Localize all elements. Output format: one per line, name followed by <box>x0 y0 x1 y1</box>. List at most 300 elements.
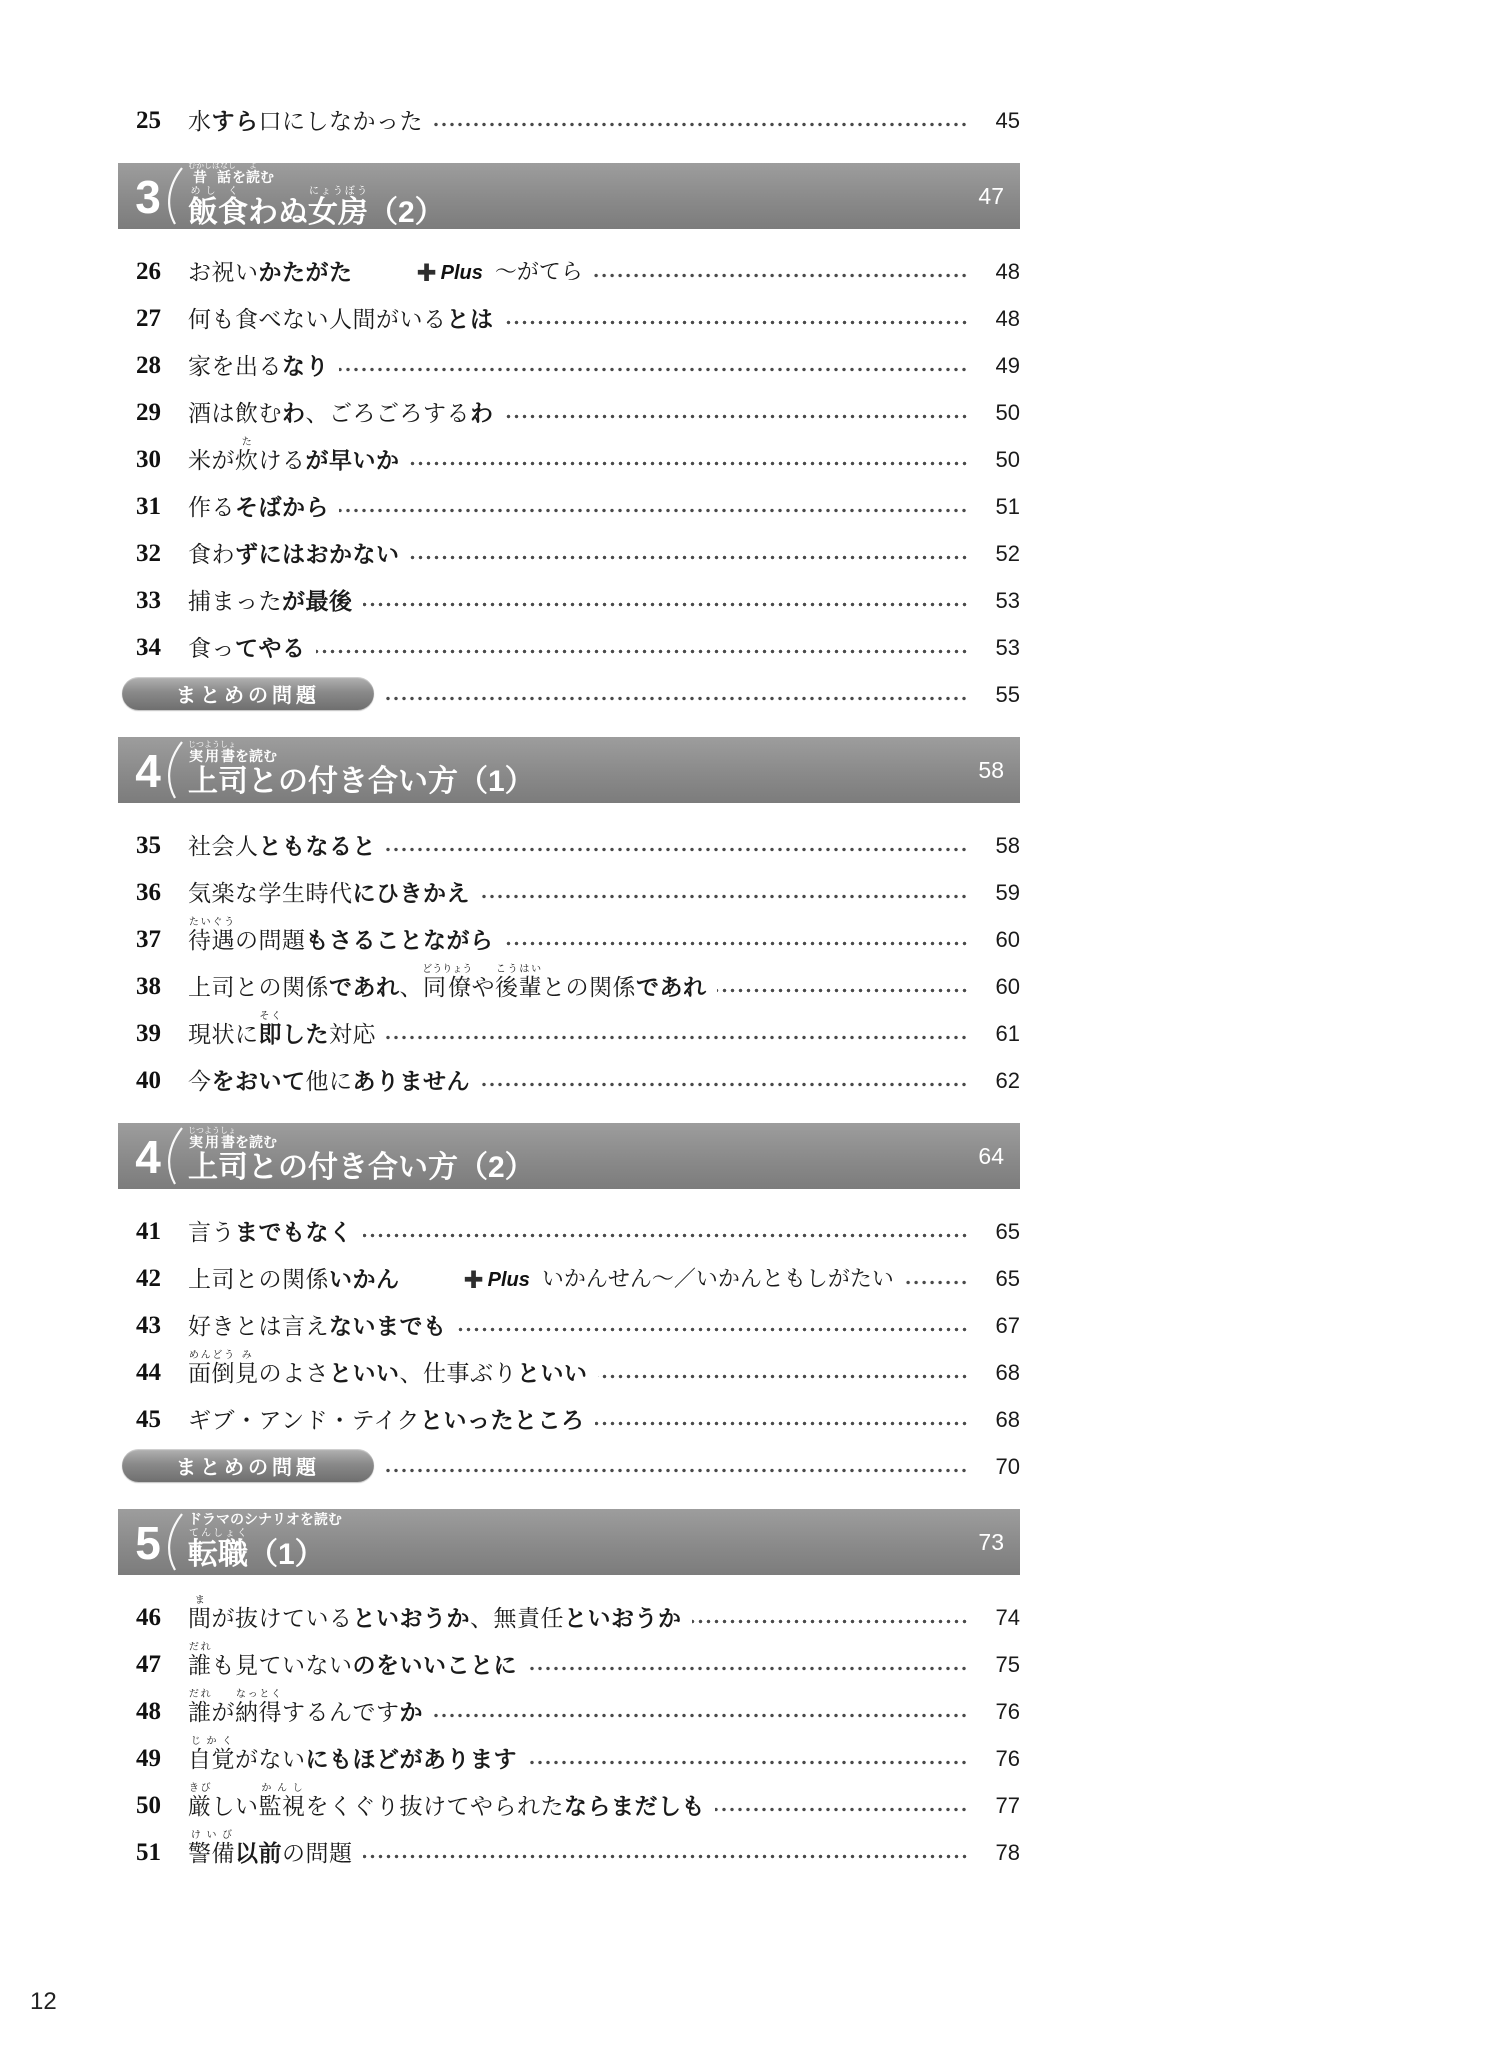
text-segment: といったところ <box>420 1407 585 1434</box>
item-text <box>188 1642 517 1680</box>
text-segment: いかん <box>329 1266 400 1293</box>
ruby-text-segment: 警備けいび <box>188 1830 235 1867</box>
page-number: 78 <box>995 1840 1020 1866</box>
page-number: 53 <box>995 635 1020 661</box>
furigana: じつようしょ <box>188 740 236 750</box>
item-text <box>188 1830 353 1868</box>
text-segment: わ <box>282 400 306 427</box>
text-segment: するんです <box>282 1699 400 1726</box>
plus-label: Plus <box>440 262 483 284</box>
text-segment: 以前 <box>235 1840 282 1867</box>
text-segment: 、ごろごろする <box>305 400 470 427</box>
toc-item-row <box>118 290 1020 337</box>
furigana: てんしょく <box>188 1527 248 1539</box>
text-segment: までもなく <box>235 1219 353 1246</box>
item-number: 26 <box>136 257 161 285</box>
text-segment: 上司との付き合い方（1） <box>188 765 535 799</box>
toc-item-row <box>118 1344 1020 1391</box>
text-segment: 作る <box>188 494 235 521</box>
text-segment: を読む <box>235 748 277 765</box>
page-footer-number: 12 <box>30 1988 57 2015</box>
text-segment: 米が <box>188 447 235 474</box>
section-number: 5 <box>135 1517 161 1569</box>
summary-pill: まとめの問題 <box>122 677 374 710</box>
dotted-leader <box>457 1327 969 1332</box>
text-segment: といい <box>329 1360 400 1387</box>
section-number: 3 <box>135 171 161 223</box>
text-segment: であれ <box>329 974 400 1001</box>
ruby-text-segment: 面倒めんどう <box>188 1350 235 1387</box>
page-number: 65 <box>995 1266 1020 1292</box>
dotted-leader <box>480 894 968 899</box>
toc-item-row <box>118 431 1020 478</box>
ruby-text-segment: 実用書じつようしょ <box>188 740 236 765</box>
page-number: 70 <box>995 1454 1020 1480</box>
plus-label: Plus <box>487 1269 530 1291</box>
item-text <box>188 1312 447 1341</box>
furigana: けいび <box>188 1830 235 1842</box>
text-segment: の問題 <box>282 1840 353 1867</box>
text-segment: 気楽な学生時代 <box>188 880 353 907</box>
plus-icon: ✚ <box>416 259 437 287</box>
text-segment: ずにはおかない <box>235 541 400 568</box>
item-number: 31 <box>136 492 161 520</box>
text-segment: わぬ <box>248 196 308 230</box>
item-text <box>188 1067 470 1096</box>
section-number-area <box>118 1509 184 1575</box>
item-number: 37 <box>136 925 161 953</box>
page-number: 60 <box>995 927 1020 953</box>
ruby-text-segment: 実用書じつようしょ <box>188 1126 236 1151</box>
item-text <box>188 917 494 955</box>
page-number: 60 <box>995 974 1020 1000</box>
item-text <box>188 1689 423 1727</box>
text-segment: ともなると <box>258 833 376 860</box>
ruby-text-segment: 同僚どうりょう <box>422 964 473 1001</box>
page-number: 68 <box>995 1407 1020 1433</box>
dotted-leader <box>363 602 969 607</box>
furigana: た <box>235 437 259 449</box>
item-number: 46 <box>136 1603 161 1631</box>
toc-item-row <box>118 864 1020 911</box>
item-number: 27 <box>136 304 161 332</box>
page-number: 77 <box>995 1793 1020 1819</box>
text-segment: 上司との関係 <box>188 1266 329 1293</box>
text-segment: 今 <box>188 1068 212 1095</box>
item-number: 28 <box>136 351 161 379</box>
page-number: 50 <box>995 447 1020 473</box>
dotted-leader <box>410 461 969 466</box>
item-number: 32 <box>136 539 161 567</box>
section-swoosh-icon <box>158 1126 188 1186</box>
item-text <box>188 437 400 475</box>
ruby-text-segment: 女房にょうぼう <box>308 186 368 230</box>
page-number: 48 <box>995 259 1020 285</box>
furigana: だれ <box>188 1642 212 1654</box>
ruby-text-segment: 見み <box>235 1350 259 1387</box>
page-number: 59 <box>995 880 1020 906</box>
page-number: 65 <box>995 1219 1020 1245</box>
furigana: そく <box>258 1011 282 1023</box>
toc-item-row <box>118 911 1020 958</box>
text-segment: 家を出る <box>188 353 282 380</box>
ruby-text-segment: 納得なっとく <box>235 1689 282 1726</box>
furigana: めんどう <box>188 1350 235 1362</box>
section-swoosh-icon <box>158 740 188 800</box>
furigana: じつようしょ <box>188 1126 236 1136</box>
furigana: だれ <box>188 1689 212 1701</box>
page-number: 62 <box>995 1068 1020 1094</box>
ruby-text-segment: 後輩こうはい <box>495 964 542 1001</box>
item-text <box>188 1265 400 1294</box>
text-segment: のをいいことに <box>352 1652 517 1679</box>
text-segment: ないまでも <box>329 1313 447 1340</box>
furigana: めし <box>188 186 218 198</box>
ruby-text-segment: 転職てんしょく <box>188 1527 248 1571</box>
section-banner <box>118 163 1020 229</box>
text-segment: といおうか <box>564 1605 682 1632</box>
dotted-leader <box>504 320 969 325</box>
text-segment: のよさ <box>258 1360 329 1387</box>
text-segment: かたがた <box>258 259 353 286</box>
ruby-text-segment: 昔話むかしばなし <box>188 161 236 186</box>
text-segment: の問題 <box>235 927 306 954</box>
toc-item-row <box>118 619 1020 666</box>
text-segment: 対応 <box>329 1021 376 1048</box>
item-number: 50 <box>136 1791 161 1819</box>
dotted-leader <box>339 367 968 372</box>
text-segment: 上司との関係 <box>188 974 329 1001</box>
summary-row <box>118 666 1020 713</box>
page-number: 49 <box>995 353 1020 379</box>
section-title <box>188 765 978 800</box>
text-segment: わ <box>470 400 494 427</box>
page-number: 76 <box>995 1746 1020 1772</box>
text-segment: ギブ・アンド・テイク <box>188 1407 421 1434</box>
section-label <box>188 1512 978 1527</box>
text-segment: を <box>232 169 246 186</box>
toc-item-row <box>118 384 1020 431</box>
furigana: よ <box>246 161 260 171</box>
ruby-text-segment: 炊た <box>235 437 259 474</box>
item-text <box>188 1218 353 1247</box>
item-text <box>188 107 423 136</box>
text-segment: が早いか <box>305 447 400 474</box>
item-number: 45 <box>136 1405 161 1433</box>
toc-item-row <box>118 1636 1020 1683</box>
text-segment: 水 <box>188 108 212 135</box>
item-number: 49 <box>136 1744 161 1772</box>
furigana: むかしばなし <box>188 161 236 171</box>
text-segment: しい <box>211 1793 259 1820</box>
ruby-text-segment: 食く <box>218 186 248 230</box>
section-number: 4 <box>135 1131 161 1183</box>
text-segment: ける <box>258 447 306 474</box>
item-number: 44 <box>136 1358 161 1386</box>
section-label <box>188 740 978 764</box>
item-number: 36 <box>136 878 161 906</box>
toc-item-row <box>118 243 1020 290</box>
dotted-leader <box>904 1280 968 1285</box>
text-segment: 食っ <box>188 635 235 662</box>
text-segment: が抜けている <box>211 1605 353 1632</box>
text-segment: も見ていない <box>211 1652 353 1679</box>
text-segment: をくぐり抜けてやられた <box>305 1793 564 1820</box>
text-segment: を読む <box>235 1134 277 1151</box>
text-segment: 捕まった <box>188 588 282 615</box>
text-segment: 酒は飲む <box>188 400 282 427</box>
toc-item-row <box>118 958 1020 1005</box>
text-segment: む <box>260 169 274 186</box>
item-text <box>188 258 353 287</box>
item-number: 51 <box>136 1838 161 1866</box>
section-heading <box>184 740 978 800</box>
ruby-text-segment: 自覚じかく <box>188 1736 235 1773</box>
section-heading <box>184 161 978 231</box>
furigana: かんし <box>258 1783 306 1795</box>
dotted-leader <box>692 1619 969 1624</box>
ruby-text-segment: 飯めし <box>188 186 218 230</box>
dotted-leader <box>595 1421 968 1426</box>
furigana: にょうぼう <box>308 186 368 198</box>
section-number-area <box>118 1123 184 1189</box>
ruby-text-segment: 読よ <box>246 161 260 186</box>
section-number: 4 <box>135 745 161 797</box>
item-text <box>188 352 329 381</box>
page-number: 52 <box>995 541 1020 567</box>
item-text <box>188 1783 705 1821</box>
toc-item-row <box>118 817 1020 864</box>
dotted-leader <box>363 1854 969 1859</box>
toc-item-row <box>118 1683 1020 1730</box>
ruby-text-segment: 即そく <box>258 1011 282 1048</box>
summary-row <box>118 1438 1020 1485</box>
text-segment: であれ <box>636 974 707 1001</box>
plus-grammar-text: 〜がてら <box>494 259 583 285</box>
section-page-number: 47 <box>978 182 1004 209</box>
dotted-leader <box>593 273 968 278</box>
ruby-text-segment: 誰だれ <box>188 1642 212 1679</box>
text-segment: そばから <box>235 494 329 521</box>
text-segment: てやる <box>235 635 306 662</box>
toc-item-row <box>118 337 1020 384</box>
toc-item-row <box>118 1824 1020 1871</box>
dotted-leader <box>480 1082 968 1087</box>
section-page-number: 73 <box>978 1528 1004 1555</box>
item-text <box>188 634 306 663</box>
toc-item-row <box>118 1391 1020 1438</box>
toc-item-row <box>118 92 1020 139</box>
page-number: 74 <box>995 1605 1020 1631</box>
page-number: 51 <box>995 494 1020 520</box>
section-banner <box>118 1123 1020 1189</box>
text-segment: 他に <box>305 1068 353 1095</box>
section-heading <box>184 1126 978 1186</box>
item-number: 35 <box>136 831 161 859</box>
item-number: 25 <box>136 106 161 134</box>
item-text <box>188 1736 517 1774</box>
dotted-leader <box>717 988 969 993</box>
text-segment: ならまだしも <box>564 1793 705 1820</box>
text-segment: ドラマのシナリオを読む <box>188 1511 342 1527</box>
text-segment: や <box>471 974 495 1001</box>
text-segment: お祝い <box>188 259 259 286</box>
item-number: 34 <box>136 633 161 661</box>
dotted-leader <box>384 696 968 701</box>
text-segment: 言う <box>188 1219 235 1246</box>
item-text <box>188 832 376 861</box>
ruby-text-segment: 厳きび <box>188 1783 212 1820</box>
item-text <box>188 1406 585 1435</box>
text-segment: が <box>211 1699 235 1726</box>
text-segment: 、 <box>399 974 423 1001</box>
dotted-leader <box>363 1233 969 1238</box>
text-segment: といい <box>517 1360 588 1387</box>
section-title <box>188 1528 978 1573</box>
text-segment: 口にしなかった <box>258 108 423 135</box>
text-segment: 社会人 <box>188 833 259 860</box>
page-number: 58 <box>995 833 1020 859</box>
item-text <box>188 1011 376 1049</box>
plus-grammar-note <box>464 1265 894 1294</box>
dotted-leader <box>384 1468 968 1473</box>
toc-item-row <box>118 1250 1020 1297</box>
item-text <box>188 540 400 569</box>
item-number: 47 <box>136 1650 161 1678</box>
section-title <box>188 186 978 231</box>
section-title <box>188 1151 978 1186</box>
dotted-leader <box>433 1713 968 1718</box>
item-text <box>188 305 494 334</box>
text-segment: 上司との付き合い方（2） <box>188 1151 535 1185</box>
page-number: 75 <box>995 1652 1020 1678</box>
item-number: 33 <box>136 586 161 614</box>
toc-item-row <box>118 1297 1020 1344</box>
section-heading <box>184 1512 978 1573</box>
dotted-leader <box>527 1760 968 1765</box>
text-segment: か <box>399 1699 423 1726</box>
toc-item-row <box>118 478 1020 525</box>
toc-item-row <box>118 1777 1020 1824</box>
dotted-leader <box>598 1374 969 1379</box>
toc-item-row <box>118 1589 1020 1636</box>
page-number: 68 <box>995 1360 1020 1386</box>
section-banner <box>118 737 1020 803</box>
item-number: 43 <box>136 1311 161 1339</box>
text-segment: といおうか <box>352 1605 470 1632</box>
text-segment: 好きとは言え <box>188 1313 329 1340</box>
text-segment: もさることながら <box>305 927 494 954</box>
dotted-leader <box>433 122 968 127</box>
item-number: 29 <box>136 398 161 426</box>
item-number: 42 <box>136 1264 161 1292</box>
plus-grammar-note <box>417 258 583 287</box>
text-segment: が最後 <box>282 588 353 615</box>
text-segment: との関係 <box>542 974 636 1001</box>
item-text <box>188 1350 588 1388</box>
page-number: 76 <box>995 1699 1020 1725</box>
text-segment: ありません <box>352 1068 470 1095</box>
text-segment: すら <box>211 108 259 135</box>
text-segment: 、無責任 <box>470 1605 564 1632</box>
section-number-area <box>118 163 184 229</box>
item-number: 38 <box>136 972 161 1000</box>
section-number-area <box>118 737 184 803</box>
item-number: 48 <box>136 1697 161 1725</box>
furigana: ま <box>188 1595 212 1607</box>
item-text <box>188 879 470 908</box>
dotted-leader <box>386 1035 968 1040</box>
furigana: み <box>235 1350 259 1362</box>
dotted-leader <box>339 508 968 513</box>
section-swoosh-icon <box>158 166 188 226</box>
furigana: たいぐう <box>188 917 235 929</box>
toc-item-row <box>118 1730 1020 1777</box>
summary-pill: まとめの問題 <box>122 1449 374 1482</box>
item-number: 39 <box>136 1019 161 1047</box>
dotted-leader <box>715 1807 968 1812</box>
plus-icon: ✚ <box>463 1266 484 1294</box>
item-number: 30 <box>136 445 161 473</box>
toc-item-row <box>118 525 1020 572</box>
section-banner <box>118 1509 1020 1575</box>
page-number: 53 <box>995 588 1020 614</box>
ruby-text-segment: 待遇たいぐう <box>188 917 235 954</box>
page-number: 67 <box>995 1313 1020 1339</box>
text-segment: （2） <box>368 196 445 230</box>
text-segment: （1） <box>248 1537 325 1571</box>
item-text <box>188 399 494 428</box>
furigana: どうりょう <box>422 964 473 976</box>
page-number: 50 <box>995 400 1020 426</box>
toc-item-row <box>118 572 1020 619</box>
furigana: なっとく <box>235 1689 282 1701</box>
furigana: こうはい <box>495 964 542 976</box>
toc-item-row <box>118 1203 1020 1250</box>
dotted-leader <box>504 414 969 419</box>
furigana: じかく <box>188 1736 235 1748</box>
section-page-number: 58 <box>978 756 1004 783</box>
text-segment: した <box>282 1021 329 1048</box>
section-swoosh-icon <box>158 1512 188 1572</box>
section-label <box>188 1126 978 1150</box>
ruby-text-segment: 誰だれ <box>188 1689 212 1726</box>
furigana: く <box>218 186 248 198</box>
text-segment: をおいて <box>211 1068 306 1095</box>
page-number: 48 <box>995 306 1020 332</box>
section-label <box>188 161 978 185</box>
text-segment: とは <box>446 306 494 333</box>
page-number: 61 <box>995 1021 1020 1047</box>
section-page-number: 64 <box>978 1142 1004 1169</box>
item-text <box>188 964 707 1002</box>
dotted-leader <box>386 847 968 852</box>
text-segment: にもほどがあります <box>305 1746 517 1773</box>
page-number: 55 <box>995 682 1020 708</box>
item-text <box>188 493 329 522</box>
item-text <box>188 587 353 616</box>
toc-list <box>118 92 1020 1871</box>
toc-item-row <box>118 1052 1020 1099</box>
text-segment: 、仕事ぶり <box>399 1360 517 1387</box>
dotted-leader <box>527 1666 968 1671</box>
ruby-text-segment: 監視かんし <box>258 1783 306 1820</box>
dotted-leader <box>316 649 969 654</box>
text-segment: 現状に <box>188 1021 259 1048</box>
text-segment: 何も食べない人間がいる <box>188 306 447 333</box>
text-segment: 食わ <box>188 541 235 568</box>
item-number: 41 <box>136 1217 161 1245</box>
